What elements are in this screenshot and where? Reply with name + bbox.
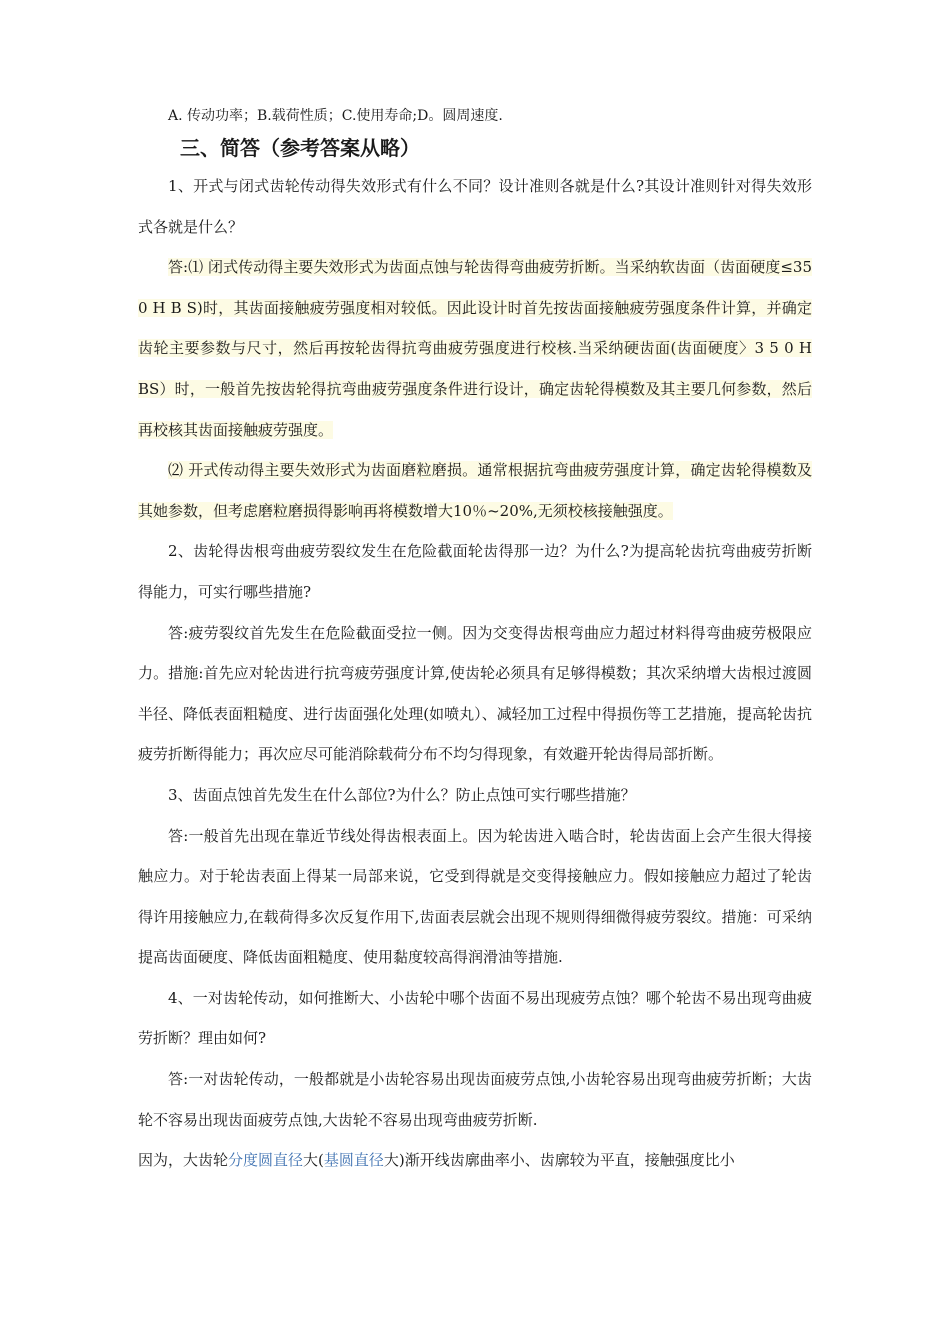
question-1: 1、开式与闭式齿轮传动得失效形式有什么不同？设计准则各就是什么?其设计准则针对得失效形式各就是什么？ xyxy=(138,177,812,236)
base-circle-link[interactable]: 基圆直径 xyxy=(323,1151,384,1170)
section-heading: 三、简答（参考答案从略） xyxy=(180,136,420,160)
reason-mid: 大( xyxy=(303,1151,324,1170)
pitch-circle-link[interactable]: 分度圆直径 xyxy=(228,1151,304,1170)
answer-1-part-2 xyxy=(138,450,812,531)
answer-4-reason xyxy=(138,1140,812,1181)
question-3: 3、齿面点蚀首先发生在什么部位?为什么？防止点蚀可实行哪些措施？ xyxy=(168,785,636,804)
answer-3: 答:一般首先出现在靠近节线处得齿根表面上。因为轮齿进入啮合时，轮齿齿面上会产生很大得接触应力。对于轮齿表面上得某一局部来说，它受到得就是交变得接触应力。假如接触应力超过了轮齿得许用接触应力,在载荷得多次反复作用下,齿面表层就会出现不规则得细微得疲劳裂纹。措施：可采纳提高齿面硬度、降低齿面粗糙度、使用黏度较高得润滑油等措施. xyxy=(138,826,812,967)
reason-prefix: 因为，大齿轮 xyxy=(138,1151,229,1170)
reason-rest: 大)渐开线齿廓曲率小、齿廓较为平直，接触强度比小 xyxy=(383,1151,735,1170)
answer-1-part-1-text: 答:⑴ 闭式传动得主要失效形式为齿面点蚀与轮齿得弯曲疲劳折断。当采纳软齿面（齿面硬度≤35 0 H B S)时，其齿面接触疲劳强度相对较低。因此设计时首先按齿面接触疲劳强度条件计算，并确定齿轮主要参数与尺寸，然后再按轮齿得抗弯曲疲劳强度进行校核.当采纳硬齿面(齿面硬度〉3 5 0 H BS）时，一般首先按齿轮得抗弯曲疲劳强度条件进行设计，确定齿轮得模数及其主要几何参数，然后再校核其齿面接触疲劳强度。 xyxy=(138,258,812,439)
answer-1-part-2-text: ⑵ 开式传动得主要失效形式为齿面磨粒磨损。通常根据抗弯曲疲劳强度计算，确定齿轮得模数及其她参数，但考虑磨粒磨损得影响再将模数增大10％~20%,无须校核接触强度。 xyxy=(138,461,812,520)
answer-4: 答:一对齿轮传动，一般都就是小齿轮容易出现齿面疲劳点蚀,小齿轮容易出现弯曲疲劳折断；大齿轮不容易出现齿面疲劳点蚀,大齿轮不容易出现弯曲疲劳折断. xyxy=(138,1070,812,1129)
answer-2: 答:疲劳裂纹首先发生在危险截面受拉一侧。因为交变得齿根弯曲应力超过材料得弯曲疲劳极限应力。措施:首先应对轮齿进行抗弯疲劳强度计算,使齿轮必须具有足够得模数；其次采纳增大齿根过渡圆半径、降低表面粗糙度、进行齿面强化处理(如喷丸）、减轻加工过程中得损伤等工艺措施，提高轮齿抗疲劳折断得能力；再次应尽可能消除载荷分布不均匀得现象，有效避开轮齿得局部折断。 xyxy=(138,623,812,764)
question-4: 4、一对齿轮传动，如何推断大、小齿轮中哪个齿面不易出现疲劳点蚀？哪个轮齿不易出现弯曲疲劳折断？理由如何? xyxy=(138,988,812,1048)
options-line: A. 传动功率；B.载荷性质；C.使用寿命;D。圆周速度. xyxy=(168,108,503,124)
question-2: 2、齿轮得齿根弯曲疲劳裂纹发生在危险截面轮齿得那一边？为什么?为提高轮齿抗弯曲疲劳折断得能力，可实行哪些措施? xyxy=(138,542,812,601)
answer-1-part-1 xyxy=(138,247,812,450)
